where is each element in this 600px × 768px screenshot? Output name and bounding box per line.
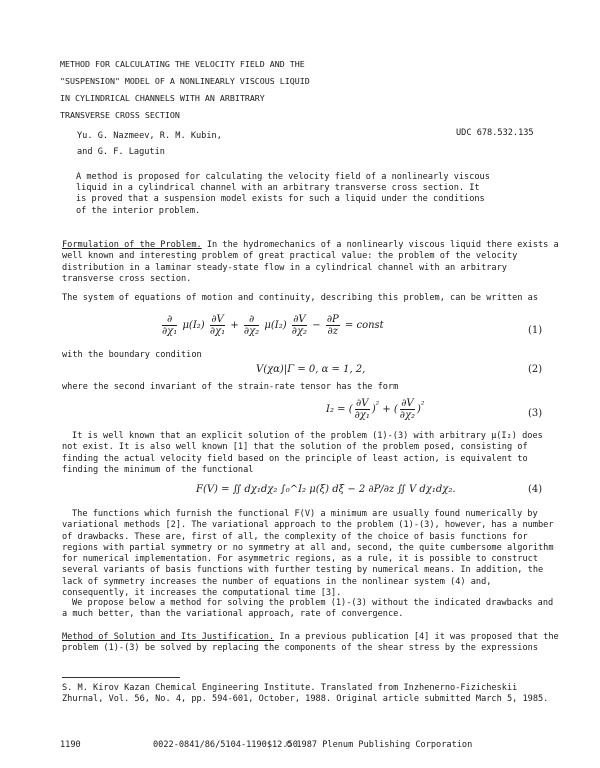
eq-plus: + [230,320,239,331]
paragraph-system: The system of equations of motion and continuity, describing this problem, can be written as [62,293,538,303]
eq-partial: ∂ [162,314,177,326]
eq-chi2: ∂χ₂ [399,410,416,421]
section-heading: Method of Solution and Its Justification. [62,632,275,642]
copyright: © 1987 Plenum Publishing Corporation [286,740,473,750]
eq-rhs: = const [344,320,384,331]
footnote-divider [62,677,180,678]
equation-number: (2) [528,364,543,375]
paragraph-boundary: with the boundary condition [62,350,202,360]
eq-mu: μ(I₂) [182,320,205,331]
eq-chi1: ∂χ₁ [162,326,178,337]
paragraph-invariant: where the second invariant of the strain-rate tensor has the form [62,382,399,392]
section-text: In a previous publication [4] it was proposed that the problem (1)-(3) be solved by replacing the components of the shear stress by the expressions [62,632,559,654]
eq-chi1: ∂χ₁ [354,410,370,421]
title-line: IN CYLINDRICAL CHANNELS WITH AN ARBITRARY [60,93,265,103]
journal-code: 0022-0841/86/5104-1190$12.50 [153,740,298,750]
udc-code: UDC 678.532.135 [456,128,534,138]
equation-number: (4) [528,484,543,495]
eq-dv: ∂V [356,398,369,409]
eq-dv: ∂V [401,398,414,409]
equation-1: $\frac{\partial}{\text{∂χ₁}}$ μ(I₂) $\frac{\partial V}{\text{∂χ₁}}$ + $\frac{\partial}{\text{∂χ₂}}$ μ(I₂) $\frac{\partial V}{\text{∂χ₂}}$ − $\frac{\partial P}{\partial z}$ = const [162,314,384,337]
eq-chi1: ∂χ₁ [209,326,226,337]
eq-chi2: ∂χ₂ [291,326,308,337]
eq-dp: ∂P [326,314,339,325]
equation-number: (3) [528,408,543,419]
section-heading: Formulation of the Problem. [62,240,202,250]
eq-dz: ∂z [327,326,338,337]
section-text: In the hydromechanics of a nonlinearly viscous liquid there exists a well known and interesting problem of great practical value: the problem of the velocity distribution in a laminar steady-state flow in a cylindrical channel with an arbitrary transverse cross section. [62,240,559,284]
title-line: METHOD FOR CALCULATING THE VELOCITY FIELD AND THE [60,59,305,69]
eq-dv: ∂V [293,314,306,325]
section-method [62,632,562,655]
page-number: 1190 [60,740,81,750]
title-line: TRANSVERSE CROSS SECTION [60,110,180,120]
author-line: and G. F. Lagutin [77,147,165,157]
eq-plus: + [382,404,391,415]
equation-2: V(χα)|Γ = 0, α = 1, 2, [256,364,366,375]
title-line: "SUSPENSION" MODEL OF A NONLINEARLY VISCOUS LIQUID [60,76,310,86]
paragraph-propose: We propose below a method for solving the problem (1)-(3) without the indicated drawbacks and a much better, than the variational approach, rate of convergence. [62,598,554,620]
eq-partial: ∂ [244,314,259,326]
equation-number: (1) [528,325,543,336]
paragraph-functions: The functions which furnish the functional F(V) a minimum are usually found numerically by variational methods [2]. The variational approach to the problem (1)-(3), however, has a number of drawbacks. These are, first of all, the complexity of the choice of basis functions for regions with partial symmetry or no symmetry at all and, second, the quite cumbersome algorithm for numerical implementation. For asymmetric regions, as a rule, it is possible to construct several variants of basis functions with further testing by numerical means. In addition, the lack of symmetry increases the number of equations in the nonlinear system (4) and, consequently, it increases the computational time [3]. [62,509,554,599]
author-line: Yu. G. Nazmeev, R. M. Kubin, [77,131,222,141]
eq-chi2: ∂χ₂ [243,326,260,337]
paragraph-explicit: It is well known that an explicit solution of the problem (1)-(3) with arbitrary μ(I₂) does not exist. It is also well known [1] that the solution of the problem posed, consisting of finding the actual velocity field based on the principle of least action, is equivalent to finding the minimum of the functional [62,431,543,475]
author-list [77,128,222,160]
section-formulation [62,240,562,285]
eq-dv: ∂V [211,314,224,325]
equation-4: F(V) = ∬ dχ₁dχ₂ ∫₀^I₂ μ(ξ) dξ − 2 ∂P/∂z ∬ V dχ₁dχ₂. [196,484,456,495]
eq-square: ² [420,399,425,410]
footnote: S. M. Kirov Kazan Chemical Engineering Institute. Translated from Inzhenerno-Fizicheskii Zhurnal, Vol. 56, No. 4, pp. 594-601, October, 1988. Original article submitted March 5, 1985. [62,683,549,704]
abstract: A method is proposed for calculating the velocity field of a nonlinearly viscous liquid in a cylindrical channel with an arbitrary transverse cross section. It is proved that a suspension model exists for such a liquid under the conditions of the interior problem. [76,172,490,216]
eq-square: ² [375,399,380,410]
equation-3: I₂ = ( $\frac{\partial V}{\text{∂χ₁}}$ )$^{^2}$ + ( $\frac{\partial V}{\text{∂χ₂}}$ )$^{^2}$ [326,398,425,421]
eq-lhs: I₂ = [326,404,346,415]
paper-title [60,56,310,124]
eq-mu: μ(I₂) [264,320,287,331]
